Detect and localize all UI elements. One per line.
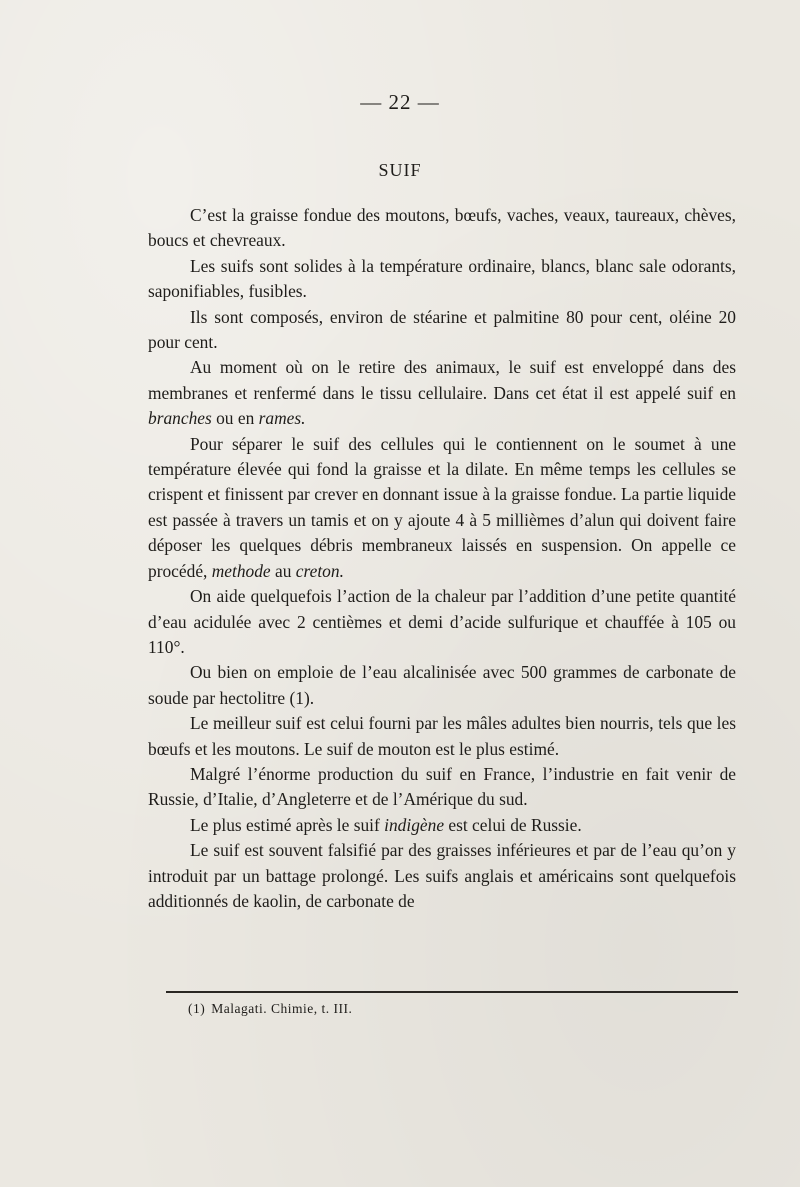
- text-run: Pour séparer le suif des cellules qui le contiennent on le soumet à une température élevée qui fond la graisse et la dilate. En même temps les cellules se crispent et finissent par crever en donnant issue à la graisse fondue. La partie liquide est passée à travers un tamis et on y ajoute 4 à 5 millièmes d’alun qui doivent faire déposer les quelques débris membraneux laissés en suspension. On appelle ce procédé,: [148, 433, 736, 581]
- text-run: Au moment où on le retire des animaux, le suif est enveloppé dans des membranes et renfermé dans le tissu cellulaire. Dans cet état il est appelé suif en: [148, 357, 736, 403]
- paragraph: [148, 305, 736, 356]
- text-run: Le meilleur suif est celui fourni par les mâles adultes bien nourris, tels que les bœufs et les moutons. Le suif de mouton est le plus estimé.: [148, 713, 736, 759]
- section-heading: SUIF: [378, 160, 422, 180]
- footnote-marker: (1): [188, 1001, 206, 1016]
- text-run: C’est la graisse fondue des moutons, bœufs, vaches, veaux, taureaux, chèves, boucs et chevreaux.: [148, 205, 736, 251]
- italic-term: creton.: [295, 560, 344, 581]
- text-run: On aide quelquefois l’action de la chaleur par l’addition d’une petite quantité d’eau acidulée avec 2 centièmes et demi d’acide sulfurique et chauffée à 105 ou 110°.: [148, 586, 736, 657]
- italic-term: branches: [148, 408, 212, 429]
- paragraph: [148, 813, 736, 838]
- text-run: Le suif est souvent falsifié par des graisses inférieures et par de l’eau qu’on y introduit par un battage prolongé. Les suifs anglais et américains sont quelquefois additionnés de kaolin, de carbonate de: [148, 840, 736, 911]
- italic-term: indigène: [384, 814, 445, 835]
- text-run: ou en: [211, 408, 259, 429]
- paragraph: [148, 584, 736, 660]
- paragraph: [148, 838, 736, 914]
- paragraph: [148, 355, 736, 431]
- text-run: Le plus estimé après le suif: [190, 814, 385, 835]
- paragraph: [148, 660, 736, 711]
- text-run: Les suifs sont solides à la température ordinaire, blancs, blanc sale odorants, saponifiables, fusibles.: [148, 255, 736, 302]
- paragraph: [148, 711, 736, 762]
- footnote-text: Malagati. Chimie, t. III.: [211, 1001, 353, 1016]
- text-run: est celui de Russie.: [444, 814, 582, 835]
- page-number: — 22 —: [360, 90, 440, 114]
- body-text: [148, 203, 736, 914]
- paragraph: [148, 254, 736, 305]
- text-run: au: [270, 560, 296, 581]
- text-run: Malgré l’énorme production du suif en France, l’industrie en fait venir de Russie, d’Italie, d’Angleterre et de l’Amérique du sud.: [148, 763, 736, 810]
- paragraph: [148, 432, 736, 584]
- footnote-rule: [166, 991, 738, 993]
- text-run: Ou bien on emploie de l’eau alcalinisée avec 500 grammes de carbonate de soude par hectolitre (1).: [148, 662, 736, 708]
- italic-term: rames.: [258, 408, 306, 429]
- footnote: [188, 1001, 358, 1017]
- paragraph: [148, 762, 736, 813]
- paragraph: [148, 203, 736, 254]
- text-run: Ils sont composés, environ de stéarine et palmitine 80 pour cent, oléine 20 pour cent.: [148, 306, 736, 353]
- italic-term: methode: [211, 560, 271, 581]
